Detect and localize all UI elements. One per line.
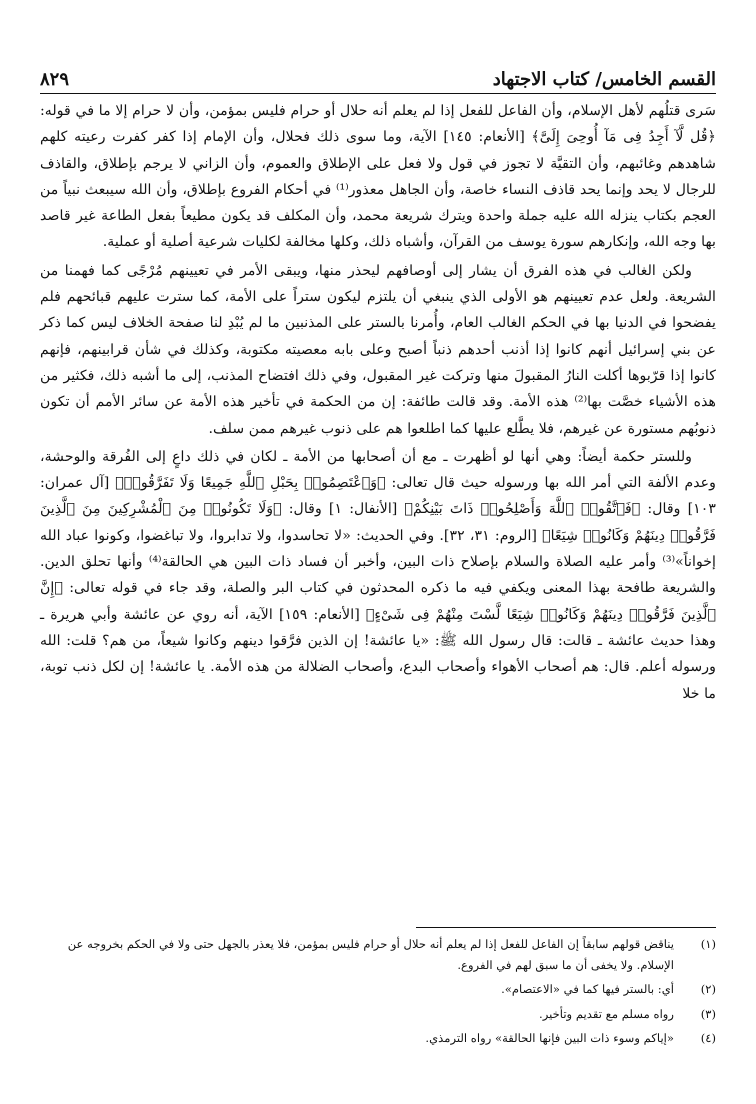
footnotes — [40, 934, 716, 1053]
footnote-marker: (٢) — [700, 982, 716, 996]
header-title: القسم الخامس/ كتاب الاجتهاد — [492, 69, 716, 90]
footnote-text: يناقض قولهم سابقاً إن الفاعل للفعل إذا لم يعلم أنه حلال أو حرام فليس بمؤمن، فلا يعذر بالجهل حتى ولا في الحكم بخروجه عن الإسلام. ولا يخفى أن ما سبق لهم في الفروع. — [67, 937, 674, 972]
page-number: ٨٢٩ — [40, 69, 70, 90]
paragraph-2: ولكن الغالب في هذه الفرق أن يشار إلى أوصافهم ليحذر منها، ويبقى الأمر في تعيينهم مُرْجًى كما فهمنا من الشريعة. ولعل عدم تعيينهم هو الأولى الذي ينبغي أن يلتزم ليكون ستراً على الأمة، كما سترت عليهم قبائحهم فلم يفضحوا في الدنيا بها في الحكم الغالب العام، وأُمرنا بالستر على المذنبين ما لم يُبْدِ لنا صفحة الخلاف ليس كما ذكر عن بني إسرائيل أنهم كانوا إذا أذنب أحدهم ذنباً أصبح وعلى بابه معصيته مكتوبة، وكذلك في شأن قرابينهم، فإنهم كانوا إذا قرّبوها أكلت النارُ المقبولَ منها وتركت غير المقبول، وفي ذلك افتضاح المذنب، إلى ما أشبه ذلك، فكثير من هذه الأشياء خصَّت بها⁽²⁾ هذه الأمة. وقد قالت طائفة: إن من الحكمة في تأخير هذه الأمة عن سائر الأمم أن تكون ذنوبُهم مستورة عن غيرهم، فلا يطَّلع عليها كما اطلعوا هم على ذنوب غيرهم ممن سلف. — [40, 262, 716, 437]
footnote-4 — [40, 1028, 716, 1049]
paragraph-1: سَرى قتلُهم لأهل الإسلام، وأن الفاعل للفعل إذا لم يعلم أنه حلال أو حرام فليس بمؤمن، وأن لا حرام إلا ما في قوله: ﴿قُل لَّآ أَجِدُ فِى مَآ أُوحِىَ إِلَىَّ﴾ [الأنعام: ١٤٥] الآية، وما سوى ذلك فحلال، وأن الإمام إذا كفر كفرت رعيته كلهم شاهدهم وغائبهم، وأن التقيَّة لا تجوز في قول ولا فعل على الإطلاق والعموم، وأن الزاني لا يرجم بإطلاق، والقاذف للرجال لا يحد وإنما يحد قاذف النساء خاصة، وأن الجاهل معذور⁽¹⁾ في أحكام الفروع بإطلاق، وأن الله سيبعث نبياً من العجم بكتاب ينزله الله عليه جملة واحدة ويترك شريعة محمد، وأن المكلف قد يكون مطيعاً بفعل الطاعة غير قاصد بها وجه الله، وإنكارهم سورة يوسف من القرآن، وأشباه ذلك، وكلها مخالفة لكليات شرعية أصلية أو عملية. — [40, 103, 716, 251]
footnote-text: أي: بالستر فيها كما في «الاعتصام». — [501, 982, 674, 996]
footnote-marker: (٣) — [700, 1006, 716, 1021]
footnote-1 — [40, 934, 716, 975]
main-text — [40, 98, 716, 707]
running-header — [40, 62, 716, 90]
header-divider — [40, 93, 716, 94]
paragraph-3: وللستر حكمة أيضاً: وهي أنها لو أظهرت ـ مع أن أصحابها من الأمة ـ لكان في ذلك داعٍ إلى الفُرقة والوحشة، وعدم الألفة التي أمر الله بها ورسوله حيث قال تعالى: ﴿وَٱعْتَصِمُوا۟ بِحَبْلِ ٱللَّهِ جَمِيعًا وَلَا تَفَرَّقُوا۟﴾ [آل عمران: ١٠٣] وقال: ﴿فَٱتَّقُوا۟ ٱللَّهَ وَأَصْلِحُوا۟ ذَاتَ بَيْنِكُمْ﴾ [الأنفال: ١] وقال: ﴿وَلَا تَكُونُوا۟ مِنَ ٱلْمُشْرِكِينَ مِنَ ٱلَّذِينَ فَرَّقُوا۟ دِينَهُمْ وَكَانُوا۟ شِيَعًا﴾ [الروم: ٣١، ٣٢]. وفي الحديث: «لا تحاسدوا، ولا تدابروا، ولا تباغضوا، وكونوا عباد الله إخواناً»⁽³⁾ وأمر عليه الصلاة والسلام بإصلاح ذات البين، وأخبر أن فساد ذات البين هي الحالقة⁽⁴⁾ وأنها تحلق الدين. والشريعة طافحة بهذا المعنى ويكفي فيه ما ذكره المحدثون في كتاب البر والصلة، وقد جاء في قوله تعالى: ﴿إِنَّ ٱلَّذِينَ فَرَّقُوا۟ دِينَهُمْ وَكَانُوا۟ شِيَعًا لَّسْتَ مِنْهُمْ فِى شَىْءٍ﴾ [الأنعام: ١٥٩] الآية، أنه روي عن عائشة وأبي هريرة ـ وهذا حديث عائشة ـ قالت: قال رسول الله ﷺ: «يا عائشة! إن الذين فرَّقوا دينهم وكانوا شيعاً، من هم؟ قلت: الله ورسوله أعلم. قال: هم أصحاب الأهواء وأصحاب البدع، وأصحاب الضلالة من هذه الأمة. يا عائشة! إن لكل ذنب توبة، ما خلا — [40, 448, 717, 702]
footnote-text: رواه مسلم مع تقديم وتأخير. — [539, 1006, 674, 1021]
footnote-marker: (٤) — [700, 1031, 716, 1045]
footnote-text: «إياكم وسوء ذات البين فإنها الحالقة» رواه الترمذي. — [425, 1031, 674, 1045]
footnote-2 — [40, 979, 716, 1000]
footnote-marker: (١) — [700, 937, 716, 951]
footnote-divider — [416, 927, 716, 928]
footnote-3 — [40, 1004, 716, 1025]
